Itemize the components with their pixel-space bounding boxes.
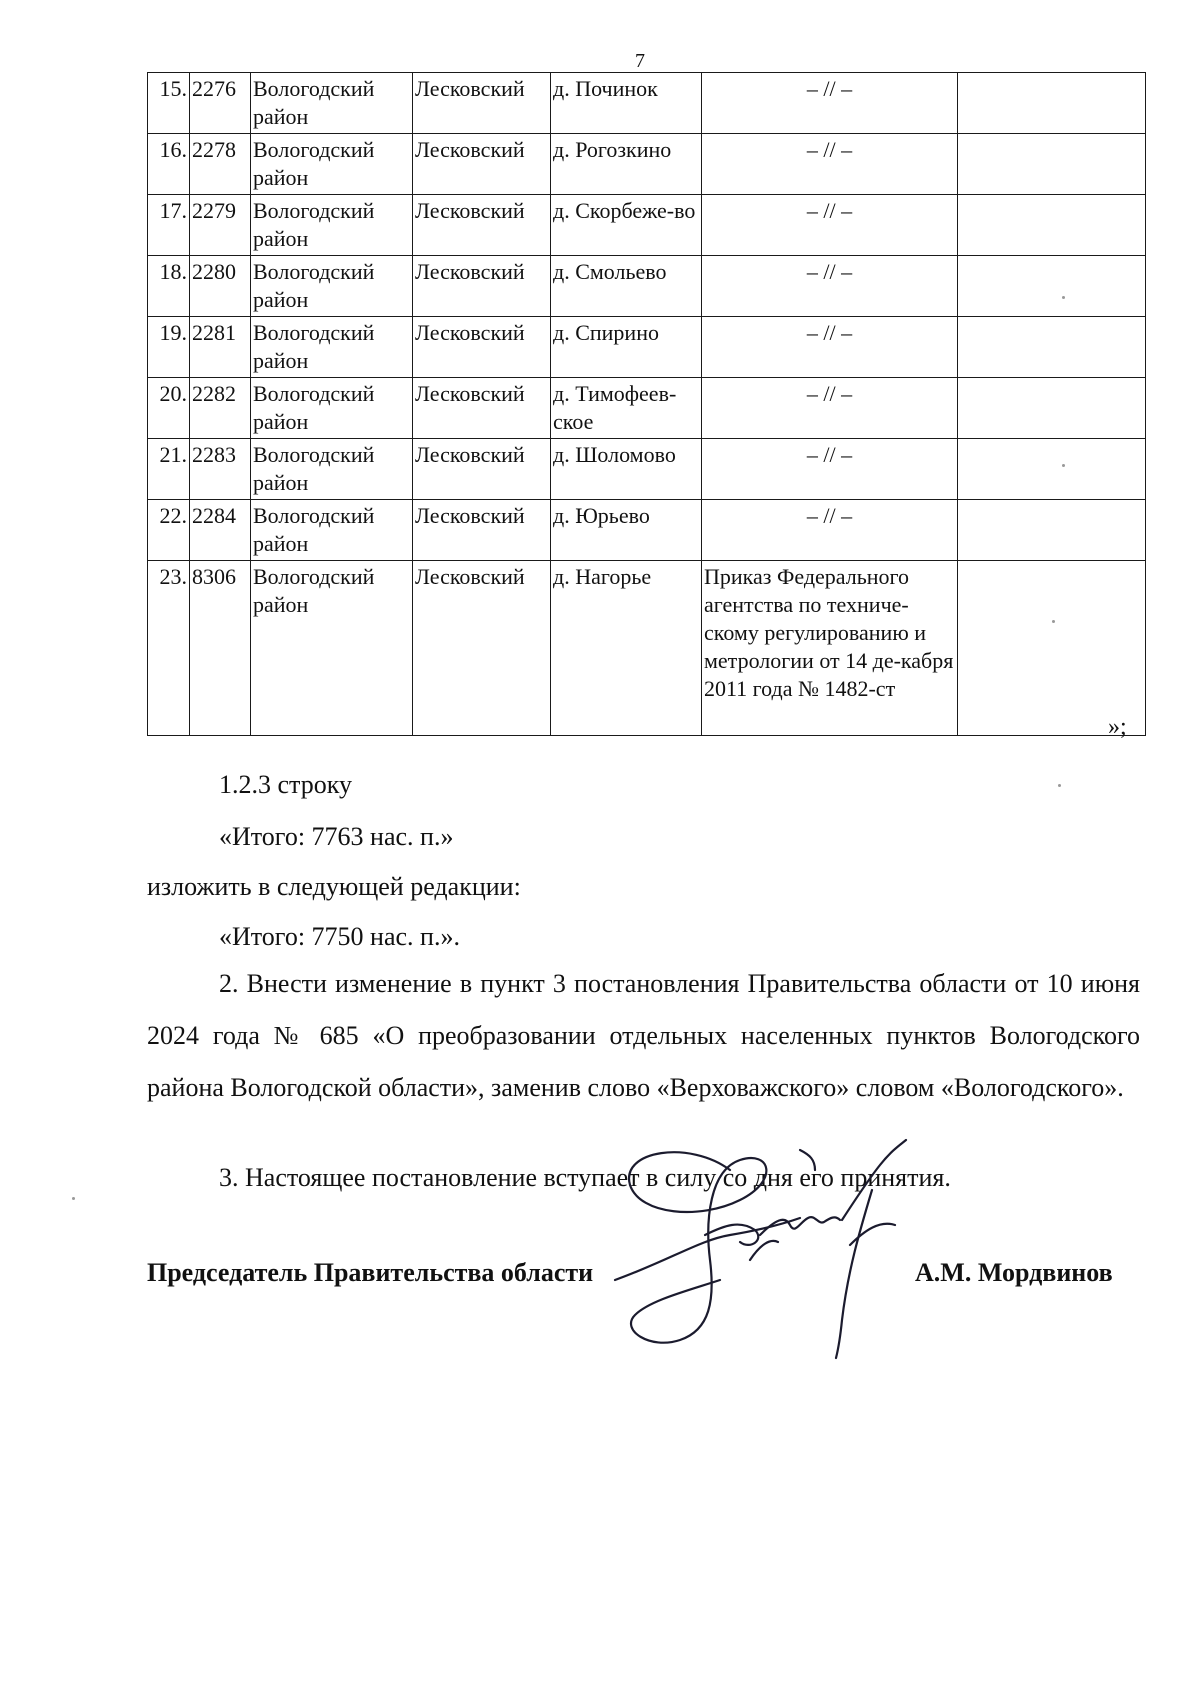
closing-quote: »; (1108, 714, 1127, 740)
settlement-cell: Лесковский (413, 317, 551, 378)
settlement-cell: Лесковский (413, 256, 551, 317)
district-cell: Вологодский район (251, 317, 413, 378)
table-row (148, 256, 1146, 317)
table-row (148, 73, 1146, 134)
district-cell: Вологодский район (251, 500, 413, 561)
code-cell: 2284 (190, 500, 251, 561)
row-number-cell: 16. (148, 134, 190, 195)
signatory-title: Председатель Правительства области (147, 1258, 594, 1287)
table-row (148, 378, 1146, 439)
note-cell (958, 500, 1146, 561)
note-cell (958, 378, 1146, 439)
district-cell: Вологодский район (251, 439, 413, 500)
district-cell: Вологодский район (251, 256, 413, 317)
settlement-cell: Лесковский (413, 134, 551, 195)
locality-cell: д. Шоломово (551, 439, 702, 500)
basis-cell: – // – (702, 73, 958, 134)
table-row (148, 195, 1146, 256)
settlement-cell: Лесковский (413, 500, 551, 561)
signatory-name: А.М. Мордвинов (915, 1258, 1113, 1287)
district-cell: Вологодский район (251, 195, 413, 256)
code-cell: 2283 (190, 439, 251, 500)
row-number-cell: 18. (148, 256, 190, 317)
page-number: 7 (635, 50, 645, 72)
row-number-cell: 17. (148, 195, 190, 256)
district-cell: Вологодский район (251, 73, 413, 134)
code-cell: 2282 (190, 378, 251, 439)
row-number-cell: 23. (148, 561, 190, 736)
district-cell: Вологодский район (251, 134, 413, 195)
scan-speck (1058, 784, 1061, 787)
locality-cell: д. Починок (551, 73, 702, 134)
paragraph-3: 3. Настоящее постановление вступает в силу со дня его принятия. (219, 1163, 951, 1192)
note-cell (958, 317, 1146, 378)
note-cell (958, 195, 1146, 256)
basis-cell: – // – (702, 195, 958, 256)
code-cell: 2280 (190, 256, 251, 317)
code-cell: 2279 (190, 195, 251, 256)
basis-cell: – // – (702, 317, 958, 378)
basis-cell: Приказ Федерального агентства по техниче-скому регулированию и метрологии от 14 де-кабря 2011 года № 1482-ст (702, 561, 958, 736)
locality-cell: д. Рогозкино (551, 134, 702, 195)
basis-cell: – // – (702, 500, 958, 561)
row-number-cell: 19. (148, 317, 190, 378)
locality-cell: д. Скорбеже-во (551, 195, 702, 256)
row-number-cell: 21. (148, 439, 190, 500)
locality-cell: д. Юрьево (551, 500, 702, 561)
row-number-cell: 20. (148, 378, 190, 439)
basis-cell: – // – (702, 378, 958, 439)
basis-cell: – // – (702, 256, 958, 317)
note-cell (958, 73, 1146, 134)
table-body (148, 73, 1146, 736)
locality-cell: д. Смольево (551, 256, 702, 317)
new-total-line: «Итого: 7750 нас. п.». (219, 922, 460, 951)
scan-speck (1062, 464, 1065, 467)
row-number-cell: 15. (148, 73, 190, 134)
settlement-cell: Лесковский (413, 561, 551, 736)
table-row (148, 134, 1146, 195)
note-cell (958, 256, 1146, 317)
code-cell: 2278 (190, 134, 251, 195)
table-row (148, 561, 1146, 736)
basis-cell: – // – (702, 439, 958, 500)
code-cell: 2276 (190, 73, 251, 134)
basis-cell: – // – (702, 134, 958, 195)
locality-cell: д. Нагорье (551, 561, 702, 736)
note-cell (958, 561, 1146, 736)
settlement-cell: Лесковский (413, 195, 551, 256)
locality-cell: д. Тимофеев-ское (551, 378, 702, 439)
table-row (148, 439, 1146, 500)
code-cell: 8306 (190, 561, 251, 736)
settlements-table (147, 72, 1146, 736)
settlement-cell: Лесковский (413, 378, 551, 439)
row-number-cell: 22. (148, 500, 190, 561)
scan-speck (72, 1197, 75, 1200)
note-cell (958, 439, 1146, 500)
settlement-cell: Лесковский (413, 73, 551, 134)
edit-instruction: изложить в следующей редакции: (147, 872, 521, 901)
item-1-2-3-heading: 1.2.3 строку (219, 770, 352, 799)
settlement-cell: Лесковский (413, 439, 551, 500)
scan-speck (1052, 620, 1055, 623)
scan-speck (1062, 296, 1065, 299)
note-cell (958, 134, 1146, 195)
district-cell: Вологодский район (251, 378, 413, 439)
district-cell: Вологодский район (251, 561, 413, 736)
paragraph-2: 2. Внести изменение в пункт 3 постановления Правительства области от 10 июня 2024 года № 685 «О преобразовании отдельных населенных пунктов Вологодского района Вологодской области», заменив слово «Верховажского» словом «Вологодского». (147, 969, 1140, 1102)
table-row (148, 500, 1146, 561)
code-cell: 2281 (190, 317, 251, 378)
locality-cell: д. Спирино (551, 317, 702, 378)
table-row (148, 317, 1146, 378)
old-total-line: «Итого: 7763 нас. п.» (219, 822, 454, 851)
handwritten-signature (610, 1130, 940, 1370)
